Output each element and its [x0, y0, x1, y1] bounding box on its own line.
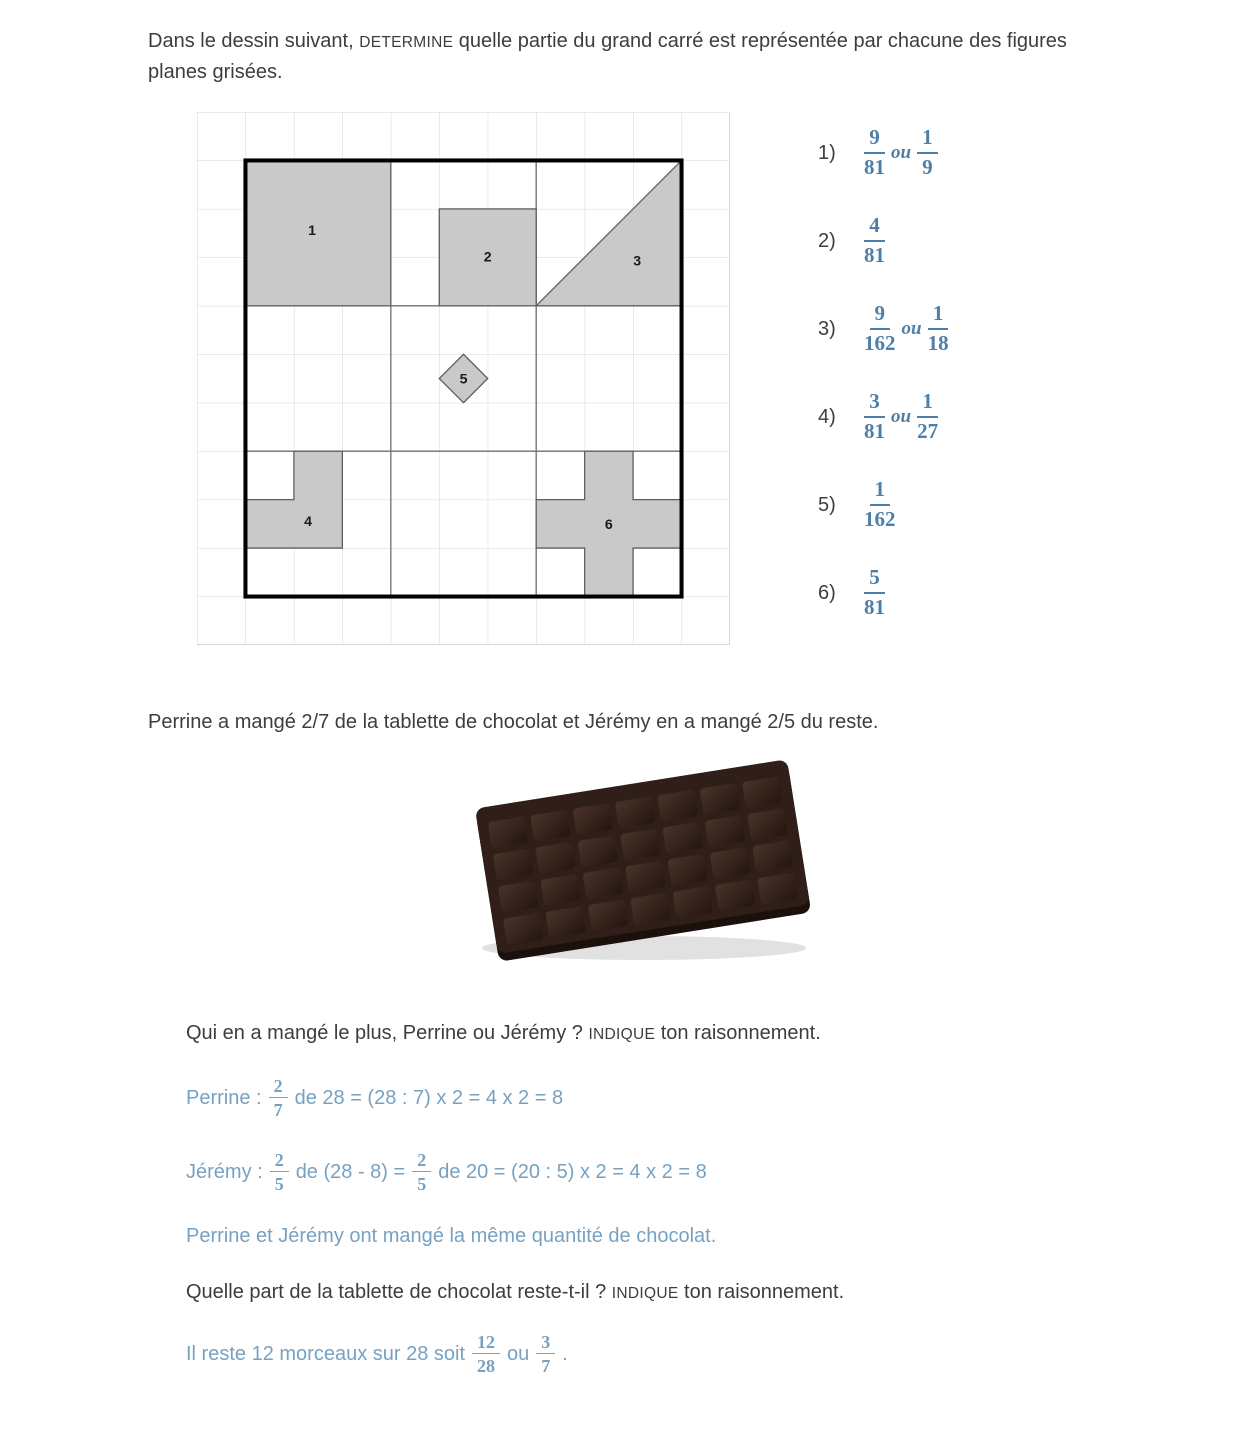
- fraction-numerator: 2: [270, 1150, 289, 1172]
- shape-1-rectangle: [245, 160, 390, 305]
- solution-perrine-rest: de 28 = (28 : 7) x 2 = 4 x 2 = 8: [294, 1086, 564, 1109]
- question2-text-before: Quelle part de la tablette de chocolat reste-t-il ?: [186, 1281, 612, 1303]
- fraction-numerator: 2: [269, 1076, 288, 1098]
- fraction-numerator: 1: [917, 126, 938, 154]
- fraction-numerator: 1: [928, 302, 949, 330]
- question1-text-after: ton raisonnement.: [655, 1022, 821, 1044]
- ou-text: ou: [891, 142, 912, 163]
- answer-item-6: [818, 560, 949, 626]
- solution-rest-before: Il reste 12 morceaux sur 28 soit: [186, 1342, 466, 1365]
- fraction-denominator: 162: [864, 507, 896, 531]
- answer-item-4: [818, 384, 949, 450]
- fraction-numerator: 4: [864, 214, 885, 242]
- fraction: [270, 1150, 289, 1194]
- fraction: [864, 390, 885, 443]
- answer-item-5: [818, 472, 949, 538]
- conclusion-line: [186, 1219, 1201, 1253]
- intro-keyword-determine: DETERMINE: [359, 34, 454, 51]
- ou-text: ou: [891, 406, 912, 427]
- fraction-denominator: 28: [477, 1356, 496, 1376]
- fraction-numerator: 9: [864, 126, 885, 154]
- fraction-denominator: 81: [864, 419, 885, 443]
- shape-6-label: 6: [604, 515, 613, 532]
- fraction-denominator: 5: [274, 1174, 284, 1194]
- answers-list: [818, 112, 949, 626]
- answer-number: 1): [818, 141, 836, 164]
- fraction-denominator: 81: [864, 243, 885, 267]
- fraction-numerator: 9: [870, 302, 891, 330]
- intro-paragraph: [148, 26, 1078, 88]
- fraction-denominator: 81: [864, 595, 885, 619]
- fraction-numerator: 2: [412, 1150, 431, 1172]
- fraction: [864, 478, 896, 531]
- solution-perrine-line: [186, 1067, 1201, 1129]
- shape-5-label: 5: [459, 370, 468, 387]
- solution-jeremy-rest: de 20 = (20 : 5) x 2 = 4 x 2 = 8: [438, 1160, 707, 1183]
- answer-item-2: [818, 208, 949, 274]
- fraction: [928, 302, 949, 355]
- fraction-denominator: 7: [541, 1356, 551, 1376]
- solution-rest-mid: ou: [507, 1342, 530, 1365]
- fraction: [864, 126, 885, 179]
- answer-item-3: [818, 296, 949, 362]
- question2-paragraph: [186, 1277, 1116, 1308]
- fraction: [472, 1332, 500, 1376]
- answer-number: 3): [818, 317, 836, 340]
- fraction: [536, 1332, 555, 1376]
- fraction: [412, 1150, 431, 1194]
- grid-diagram: [197, 112, 730, 645]
- answer-number: 4): [818, 405, 836, 428]
- answer-item-1: [818, 120, 949, 186]
- solution-rest-end: .: [562, 1342, 568, 1365]
- fraction-numerator: 1: [870, 478, 891, 506]
- fraction-numerator: 3: [864, 390, 885, 418]
- problem2-statement: Perrine a mangé 2/7 de la tablette de chocolat et Jérémy en a mangé 2/5 du reste.: [148, 711, 879, 733]
- chocolate-figure: [448, 758, 838, 978]
- answer-number: 5): [818, 493, 836, 516]
- fraction-denominator: 18: [927, 331, 949, 355]
- fraction: [269, 1076, 288, 1120]
- shape-4-label: 4: [304, 512, 312, 529]
- chocolate-bar: [475, 759, 811, 962]
- fraction-denominator: 162: [864, 331, 896, 355]
- fraction-numerator: 3: [536, 1332, 555, 1354]
- answer-number: 6): [818, 581, 836, 604]
- answer-number: 2): [818, 229, 836, 252]
- intro-text-after: quelle partie du grand carré est représentée par chacune des figures planes grisées.: [148, 30, 1067, 83]
- fraction-denominator: 5: [417, 1174, 427, 1194]
- question2-text-after: ton raisonnement.: [678, 1281, 845, 1303]
- fraction-denominator: 81: [864, 155, 885, 179]
- shape-2-label: 2: [483, 248, 492, 265]
- fraction-denominator: 7: [273, 1100, 283, 1120]
- shape-1-label: 1: [308, 222, 317, 239]
- solution-jeremy-label: Jérémy :: [186, 1160, 263, 1183]
- fraction-denominator: 27: [917, 419, 939, 443]
- fraction: [917, 390, 938, 443]
- fraction: [864, 566, 885, 619]
- chocolate-bar-image: [448, 758, 838, 973]
- fraction-denominator: 9: [922, 155, 933, 179]
- fraction: [864, 302, 896, 355]
- fraction: [864, 214, 885, 267]
- intro-text-before: Dans le dessin suivant,: [148, 30, 360, 52]
- fraction-numerator: 1: [917, 390, 938, 418]
- question1-text-before: Qui en a mangé le plus, Perrine ou Jérémy ?: [186, 1022, 589, 1044]
- fraction-numerator: 12: [472, 1332, 500, 1354]
- question1-paragraph: [186, 1018, 1116, 1049]
- fraction-numerator: 5: [864, 566, 885, 594]
- conclusion-text: Perrine et Jérémy ont mangé la même quantité de chocolat.: [186, 1224, 717, 1247]
- solution-jeremy-line: [186, 1141, 1201, 1203]
- shape-3-label: 3: [633, 252, 642, 269]
- solution-rest-line: [186, 1322, 1201, 1386]
- ou-text: ou: [901, 318, 922, 339]
- question1-keyword-indique: INDIQUE: [588, 1026, 656, 1043]
- question2-keyword-indique: INDIQUE: [611, 1285, 679, 1302]
- figure-row: [197, 112, 1201, 645]
- fraction: [917, 126, 938, 179]
- solution-perrine-label: Perrine :: [186, 1086, 262, 1109]
- solution-jeremy-mid: de (28 - 8) =: [295, 1160, 406, 1183]
